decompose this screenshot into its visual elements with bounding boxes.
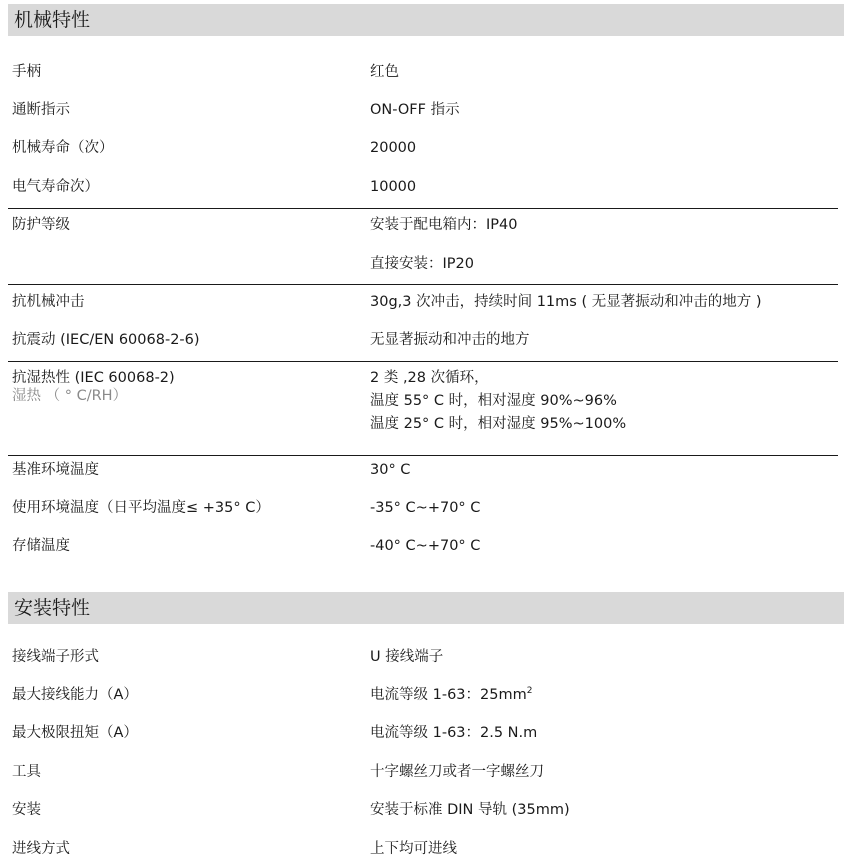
divider [8,361,838,362]
spec-value-line: 温度 25° C 时，相对湿度 95%~100% [370,416,627,432]
spec-value: 上下均可进线 [370,841,457,857]
divider [8,284,838,285]
divider [8,455,838,456]
spec-label-main: 抗湿热性 (IEC 60068-2) [12,370,175,386]
spec-label: 通断指示 [12,102,70,118]
spec-value: 10000 [370,179,417,195]
spec-label: 抗震动 (IEC/EN 60068-2-6) [12,332,200,348]
spec-label: 安装 [12,802,41,818]
spec-value: 安装于标准 DIN 导轨 (35mm) [370,802,570,818]
spec-value: ON-OFF 指示 [370,102,460,118]
spec-value [370,684,532,707]
spec-value: 无显著振动和冲击的地方 [370,332,530,348]
spec-value: 30g,3 次冲击，持续时间 11ms ( 无显著振动和冲击的地方 ) [370,294,762,310]
spec-label: 防护等级 [12,217,70,233]
section-title-mechanical: 机械特性 [8,4,844,36]
spec-value: 20000 [370,140,417,156]
spec-label: 电气寿命次） [12,179,99,195]
spec-sublabel: 湿热 （ ° C/RH） [12,388,128,404]
spec-label: 使用环境温度（日平均温度≤ +35° C） [12,500,270,516]
spec-label: 最大极限扭矩（A） [12,725,138,741]
spec-value: 电流等级 1-63：2.5 N.m [370,725,538,741]
spec-label: 手柄 [12,64,41,80]
spec-value-line: 2 类 ,28 次循环， [370,370,489,386]
spec-value-line: 温度 55° C 时，相对湿度 90%~96% [370,393,617,409]
spec-value: -35° C~+70° C [370,500,481,516]
spec-value [370,367,626,436]
spec-label: 最大接线能力（A） [12,687,138,703]
spec-label [12,367,175,408]
spec-value: 直接安装：IP20 [370,256,474,272]
spec-label: 接线端子形式 [12,649,99,665]
spec-label: 基准环境温度 [12,462,99,478]
spec-value: 红色 [370,64,399,80]
spec-label: 存储温度 [12,538,70,554]
spec-label: 抗机械冲击 [12,294,85,310]
superscript: 2 [526,686,533,696]
spec-label: 工具 [12,764,41,780]
spec-label: 机械寿命（次） [12,140,114,156]
spec-value: 30° C [370,462,411,478]
section-title-installation: 安装特性 [8,592,844,624]
spec-label: 进线方式 [12,841,70,857]
divider [8,208,838,209]
spec-value: U 接线端子 [370,649,444,665]
spec-value: 十字螺丝刀或者一字螺丝刀 [370,764,544,780]
spec-value-text: 电流等级 1-63：25mm [370,687,527,703]
spec-value: -40° C~+70° C [370,538,481,554]
spec-value: 安装于配电箱内：IP40 [370,217,518,233]
